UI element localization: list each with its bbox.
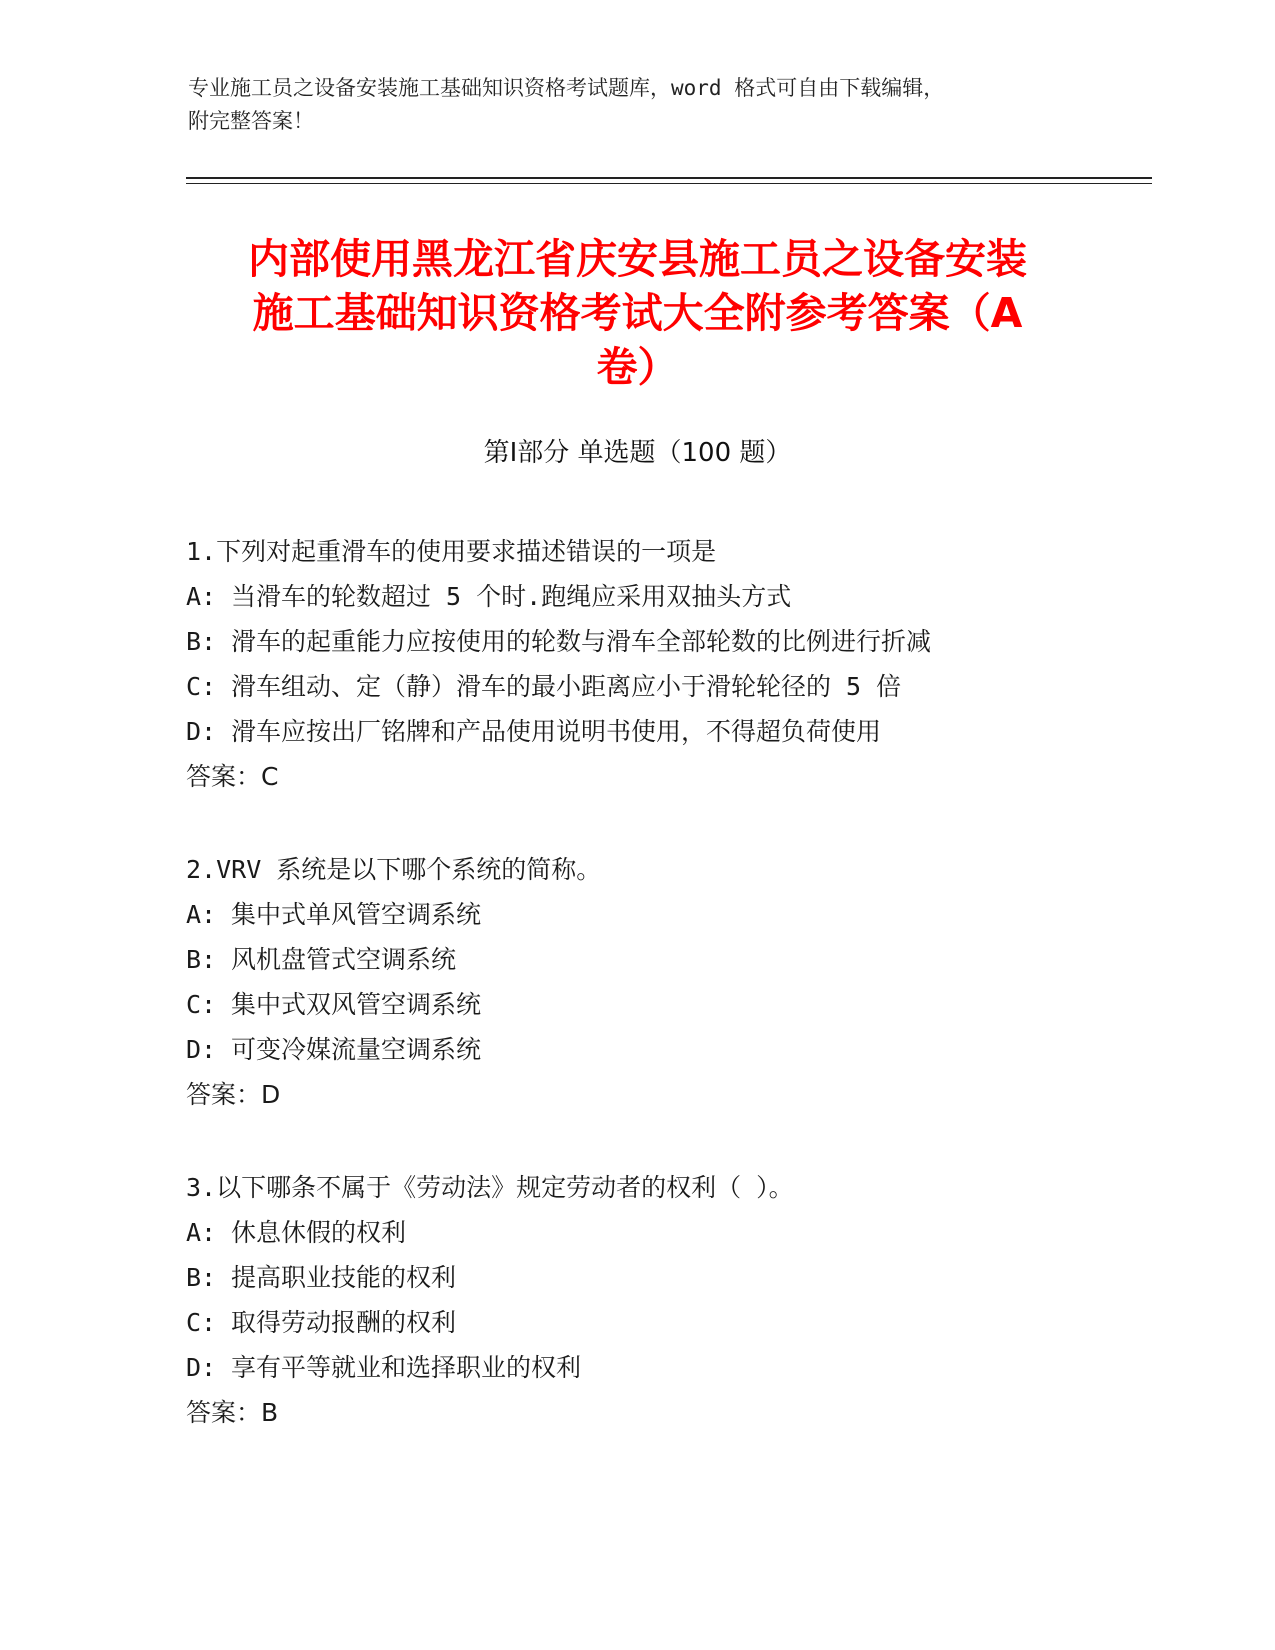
answer-line: 答案：C	[186, 762, 279, 791]
option-letter: C:	[186, 1308, 217, 1337]
option-text: 提高职业技能的权利	[231, 1263, 457, 1292]
question-stem: 2.VRV 系统是以下哪个系统的简称。	[186, 855, 602, 884]
answer-line: 答案：D	[186, 1080, 281, 1109]
option-letter: C:	[186, 672, 217, 701]
option-letter: D:	[186, 1035, 217, 1064]
option-letter: D:	[186, 1353, 217, 1382]
option-text: 集中式双风管空调系统	[231, 990, 482, 1019]
option-letter: B:	[186, 1263, 217, 1292]
option-a	[186, 1210, 1146, 1255]
header-divider-thin	[186, 183, 1152, 184]
question-2	[186, 847, 1146, 1117]
question-1	[186, 529, 1146, 799]
answer-line: 答案：B	[186, 1398, 279, 1427]
question-list	[186, 529, 1146, 1483]
option-text: 休息休假的权利	[231, 1218, 407, 1247]
option-letter: B:	[186, 945, 217, 974]
option-d	[186, 1027, 1146, 1072]
header-note-line-1: 专业施工员之设备安装施工基础知识资格考试题库，word 格式可自由下载编辑，	[188, 76, 945, 100]
option-letter: A:	[186, 900, 217, 929]
option-text: 可变冷媒流量空调系统	[231, 1035, 482, 1064]
option-letter: A:	[186, 582, 217, 611]
header-note	[188, 72, 1088, 138]
question-stem: 1.下列对起重滑车的使用要求描述错误的一项是	[186, 537, 717, 566]
option-text: 滑车的起重能力应按使用的轮数与滑车全部轮数的比例进行折减	[231, 627, 932, 656]
option-letter: D:	[186, 717, 217, 746]
option-b	[186, 619, 1146, 664]
option-a	[186, 574, 1146, 619]
question-stem: 3.以下哪条不属于《劳动法》规定劳动者的权利（ ）。	[186, 1173, 794, 1202]
option-text: 滑车应按出厂铭牌和产品使用说明书使用，不得超负荷使用	[231, 717, 882, 746]
option-text: 取得劳动报酬的权利	[231, 1308, 457, 1337]
header-divider-thick	[186, 177, 1152, 179]
option-c	[186, 982, 1146, 1027]
option-b	[186, 937, 1146, 982]
header-note-line-2: 附完整答案！	[188, 109, 314, 133]
option-letter: C:	[186, 990, 217, 1019]
option-d	[186, 709, 1146, 754]
option-letter: A:	[186, 1218, 217, 1247]
section-title: 第Ⅰ部分 单选题（100 题）	[483, 438, 792, 468]
question-3	[186, 1165, 1146, 1435]
option-text: 集中式单风管空调系统	[231, 900, 482, 929]
option-c	[186, 664, 1146, 709]
document-title-line-1: 内部使用黑龙江省庆安县施工员之设备安装	[248, 235, 1027, 283]
option-text: 当滑车的轮数超过 5 个时.跑绳应采用双抽头方式	[231, 582, 792, 611]
option-b	[186, 1255, 1146, 1300]
document-title	[150, 232, 1125, 394]
option-c	[186, 1300, 1146, 1345]
option-a	[186, 892, 1146, 937]
option-letter: B:	[186, 627, 217, 656]
option-text: 风机盘管式空调系统	[231, 945, 457, 974]
option-text: 滑车组动、定（静）滑车的最小距离应小于滑轮轮径的 5 倍	[231, 672, 902, 701]
document-title-line-3: 卷）	[596, 343, 679, 391]
option-text: 享有平等就业和选择职业的权利	[231, 1353, 582, 1382]
option-d	[186, 1345, 1146, 1390]
document-title-line-2: 施工基础知识资格考试大全附参考答案（A	[252, 289, 1023, 337]
